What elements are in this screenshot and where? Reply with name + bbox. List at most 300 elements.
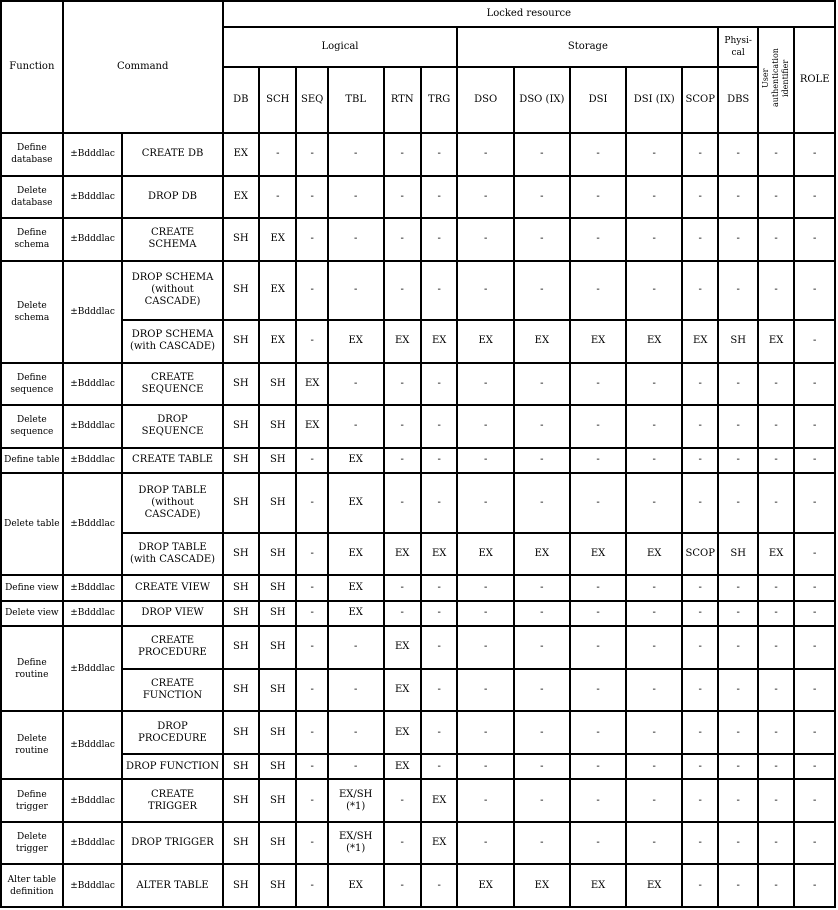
lock-cell: - [626, 754, 682, 780]
lock-cell: - [514, 405, 570, 448]
lock-cell: - [758, 176, 794, 219]
lock-cell: - [718, 133, 757, 176]
lock-cell: - [794, 363, 835, 406]
lock-cell: - [421, 473, 457, 533]
lock-cell: - [421, 133, 457, 176]
lock-cell: - [384, 822, 421, 865]
lock-cell: - [758, 363, 794, 406]
lock-cell: - [421, 601, 457, 627]
header-function: Function [1, 1, 63, 133]
lock-cell: - [794, 864, 835, 907]
function-cell: Delete database [1, 176, 63, 219]
lock-cell: - [457, 779, 514, 822]
lock-cell: - [421, 176, 457, 219]
lock-cell: - [758, 473, 794, 533]
header-resource: DSO [457, 67, 514, 133]
lock-cell: SH [223, 448, 259, 474]
lock-cell: - [794, 448, 835, 474]
lock-cell: - [384, 779, 421, 822]
lock-cell: EX [259, 218, 296, 261]
lock-cell: - [718, 448, 757, 474]
lock-cell: - [682, 176, 718, 219]
lock-cell: - [259, 176, 296, 219]
lock-cell: - [718, 575, 757, 601]
lock-cell: - [626, 261, 682, 321]
privilege-cell: ±Bdddlac [63, 473, 123, 575]
table-row [1, 405, 835, 448]
lock-cell: - [682, 405, 718, 448]
lock-cell: - [421, 575, 457, 601]
header-resource: SCOP [682, 67, 718, 133]
table-row [1, 779, 835, 822]
lock-cell: - [570, 779, 627, 822]
privilege-cell: ±Bdddlac [63, 176, 123, 219]
lock-cell: - [384, 864, 421, 907]
lock-cell: - [296, 669, 327, 712]
lock-cell: - [626, 779, 682, 822]
table-row [1, 601, 835, 627]
lock-cell: - [718, 601, 757, 627]
command-cell: CREATE DB [122, 133, 222, 176]
lock-cell: - [457, 176, 514, 219]
lock-cell: SH [259, 779, 296, 822]
lock-cell: - [794, 754, 835, 780]
function-cell: Define routine [1, 626, 63, 711]
lock-cell: - [570, 754, 627, 780]
lock-cell: - [421, 363, 457, 406]
header-user-auth [758, 27, 794, 133]
lock-cell: - [328, 133, 384, 176]
lock-cell: EX [626, 533, 682, 576]
lock-cell: - [794, 133, 835, 176]
lock-cell: - [794, 779, 835, 822]
lock-cell: - [682, 626, 718, 669]
lock-cell: - [384, 405, 421, 448]
lock-cell: EX [296, 405, 327, 448]
lock-cell: - [384, 575, 421, 601]
lock-cell: - [626, 448, 682, 474]
lock-cell: - [384, 261, 421, 321]
lock-cell: - [758, 754, 794, 780]
lock-cell: - [758, 448, 794, 474]
command-cell: ALTER TABLE [122, 864, 222, 907]
lock-cell: - [758, 133, 794, 176]
header-command: Command [63, 1, 223, 133]
lock-cell: SH [259, 448, 296, 474]
lock-cell: SH [223, 473, 259, 533]
privilege-cell: ±Bdddlac [63, 218, 123, 261]
lock-cell: - [682, 133, 718, 176]
lock-cell: EX [758, 533, 794, 576]
lock-cell: - [457, 711, 514, 754]
lock-cell: EX [328, 864, 384, 907]
header-user-auth-text: User authentication identifier [761, 48, 791, 108]
lock-cell: EX [328, 601, 384, 627]
lock-cell: SH [223, 405, 259, 448]
lock-cell: EX [384, 754, 421, 780]
table-row [1, 473, 835, 533]
lock-cell: - [758, 711, 794, 754]
lock-cell: SH [223, 218, 259, 261]
lock-cell: - [718, 822, 757, 865]
lock-cell: - [626, 218, 682, 261]
command-cell: DROP TABLE (with CASCADE) [122, 533, 222, 576]
lock-cell: - [794, 176, 835, 219]
header-resource: DSI [570, 67, 627, 133]
lock-cell: - [718, 864, 757, 907]
lock-cell: - [794, 626, 835, 669]
header-group-logical: Logical [223, 27, 458, 67]
privilege-cell: ±Bdddlac [63, 822, 123, 865]
lock-cell: - [514, 754, 570, 780]
lock-cell: - [794, 261, 835, 321]
lock-cell: EX [421, 779, 457, 822]
command-cell: CREATE VIEW [122, 575, 222, 601]
lock-cell: SH [259, 754, 296, 780]
header-group-storage: Storage [457, 27, 718, 67]
command-cell: DROP SCHEMA (without CASCADE) [122, 261, 222, 321]
lock-cell: - [682, 218, 718, 261]
lock-cell: - [626, 601, 682, 627]
lock-cell: - [457, 575, 514, 601]
lock-cell: EX [328, 575, 384, 601]
lock-cell: - [718, 473, 757, 533]
privilege-cell: ±Bdddlac [63, 864, 123, 907]
lock-cell: EX [570, 864, 627, 907]
privilege-cell: ±Bdddlac [63, 626, 123, 711]
lock-cell: SH [259, 669, 296, 712]
lock-cell: - [626, 669, 682, 712]
lock-cell: - [328, 754, 384, 780]
lock-cell: SH [718, 320, 757, 363]
lock-cell: - [296, 218, 327, 261]
function-cell: Delete schema [1, 261, 63, 363]
lock-cell: SH [718, 533, 757, 576]
lock-cell: SH [223, 669, 259, 712]
lock-cell: SH [223, 754, 259, 780]
header-resource: DSI (IX) [626, 67, 682, 133]
function-cell: Delete view [1, 601, 63, 627]
lock-cell: - [421, 626, 457, 669]
lock-cell: - [682, 754, 718, 780]
lock-cell: - [718, 218, 757, 261]
command-cell: DROP SCHEMA (with CASCADE) [122, 320, 222, 363]
lock-cell: - [626, 133, 682, 176]
header-locked-resource: Locked resource [223, 1, 835, 27]
lock-cell: - [682, 711, 718, 754]
header-resource: DBS [718, 67, 757, 133]
lock-cell: EX [421, 320, 457, 363]
lock-cell: - [421, 754, 457, 780]
lock-cell: EX [223, 176, 259, 219]
privilege-cell: ±Bdddlac [63, 711, 123, 779]
command-cell: DROP TRIGGER [122, 822, 222, 865]
lock-cell: - [296, 473, 327, 533]
table-row [1, 261, 835, 321]
lock-cell: - [570, 405, 627, 448]
function-cell: Delete table [1, 473, 63, 575]
function-cell: Delete routine [1, 711, 63, 779]
lock-cell: EX [384, 626, 421, 669]
lock-cell: EX [626, 320, 682, 363]
lock-cell: SH [259, 711, 296, 754]
lock-cell: - [457, 363, 514, 406]
lock-cell: - [328, 405, 384, 448]
lock-cell: - [421, 448, 457, 474]
lock-cell: - [296, 575, 327, 601]
lock-cell: SH [259, 601, 296, 627]
lock-cell: - [514, 575, 570, 601]
lock-cell: SH [223, 261, 259, 321]
command-cell: DROP VIEW [122, 601, 222, 627]
lock-cell: - [626, 363, 682, 406]
lock-cell: - [570, 176, 627, 219]
function-cell: Delete sequence [1, 405, 63, 448]
lock-cell: - [718, 669, 757, 712]
lock-cell: - [421, 405, 457, 448]
lock-cell: - [570, 711, 627, 754]
lock-cell: - [421, 864, 457, 907]
lock-cell: - [794, 533, 835, 576]
privilege-cell: ±Bdddlac [63, 575, 123, 601]
lock-cell: EX [296, 363, 327, 406]
lock-cell: - [570, 601, 627, 627]
lock-cell: - [296, 626, 327, 669]
lock-cell: - [570, 669, 627, 712]
lock-cell: - [384, 363, 421, 406]
lock-cell: - [514, 133, 570, 176]
lock-cell: - [626, 473, 682, 533]
function-cell: Delete trigger [1, 822, 63, 865]
function-cell: Define schema [1, 218, 63, 261]
lock-cell: - [384, 218, 421, 261]
table-row [1, 363, 835, 406]
lock-cell: - [328, 626, 384, 669]
lock-cell: - [296, 754, 327, 780]
lock-cell: SH [259, 405, 296, 448]
lock-cell: EX [259, 320, 296, 363]
lock-cell: - [457, 261, 514, 321]
lock-cell: - [794, 218, 835, 261]
lock-cell: EX [384, 320, 421, 363]
lock-cell: - [457, 405, 514, 448]
header-resource: SEQ [296, 67, 327, 133]
lock-cell: - [328, 669, 384, 712]
lock-cell: EX [259, 261, 296, 321]
lock-cell: - [758, 864, 794, 907]
lock-cell: - [296, 261, 327, 321]
lock-cell: EX [457, 320, 514, 363]
lock-cell: - [570, 261, 627, 321]
command-cell: CREATE FUNCTION [122, 669, 222, 712]
command-cell: DROP FUNCTION [122, 754, 222, 780]
lock-cell: - [296, 711, 327, 754]
table-row [1, 575, 835, 601]
lock-cell: SH [223, 864, 259, 907]
lock-cell: - [296, 320, 327, 363]
function-cell: Define view [1, 575, 63, 601]
lock-cell: EX [328, 320, 384, 363]
table-row [1, 864, 835, 907]
lock-cell: SH [259, 533, 296, 576]
lock-cell: - [626, 405, 682, 448]
table-row [1, 448, 835, 474]
command-cell: DROP SEQUENCE [122, 405, 222, 448]
lock-cell: EX [514, 864, 570, 907]
lock-cell: - [758, 822, 794, 865]
header-resource: DB [223, 67, 259, 133]
lock-cell: - [457, 218, 514, 261]
lock-cell: - [682, 822, 718, 865]
lock-cell: EX [514, 533, 570, 576]
lock-cell: - [384, 133, 421, 176]
lock-cell: SH [223, 711, 259, 754]
lock-cell: - [794, 473, 835, 533]
table-row [1, 133, 835, 176]
lock-cell: SH [223, 320, 259, 363]
lock-cell: - [296, 822, 327, 865]
header-resource: SCH [259, 67, 296, 133]
function-cell: Define trigger [1, 779, 63, 822]
lock-cell: - [682, 864, 718, 907]
lock-cell: EX [384, 533, 421, 576]
lock-cell: - [514, 601, 570, 627]
lock-cell: EX [223, 133, 259, 176]
lock-cell: - [626, 822, 682, 865]
lock-cell: - [296, 133, 327, 176]
lock-cell: - [718, 176, 757, 219]
command-cell: DROP TABLE (without CASCADE) [122, 473, 222, 533]
lock-cell: - [794, 575, 835, 601]
lock-cell: - [794, 711, 835, 754]
lock-cell: EX/SH (*1) [328, 822, 384, 865]
header-role: ROLE [794, 27, 835, 133]
lock-cell: SH [223, 822, 259, 865]
lock-cell: SCOP [682, 533, 718, 576]
lock-cell: - [718, 711, 757, 754]
lock-cell: - [758, 601, 794, 627]
lock-cell: - [570, 448, 627, 474]
lock-cell: - [718, 754, 757, 780]
lock-cell: - [384, 601, 421, 627]
lock-cell: - [758, 626, 794, 669]
lock-cell: - [758, 405, 794, 448]
header-group-physical: Physi-cal [718, 27, 757, 67]
privilege-cell: ±Bdddlac [63, 405, 123, 448]
lock-cell: EX [514, 320, 570, 363]
lock-cell: - [682, 261, 718, 321]
command-cell: CREATE PROCEDURE [122, 626, 222, 669]
lock-cell: EX [570, 320, 627, 363]
lock-cell: - [296, 864, 327, 907]
function-cell: Define database [1, 133, 63, 176]
lock-cell: - [421, 669, 457, 712]
lock-cell: - [718, 779, 757, 822]
lock-cell: - [457, 473, 514, 533]
lock-cell: SH [259, 575, 296, 601]
command-cell: CREATE TABLE [122, 448, 222, 474]
privilege-cell: ±Bdddlac [63, 448, 123, 474]
lock-cell: - [718, 363, 757, 406]
lock-cell: - [718, 626, 757, 669]
lock-cell: SH [223, 626, 259, 669]
lock-cell: EX [421, 533, 457, 576]
lock-cell: - [421, 261, 457, 321]
lock-cell: EX [758, 320, 794, 363]
table-row [1, 626, 835, 669]
lock-cell: EX [626, 864, 682, 907]
lock-cell: - [328, 261, 384, 321]
table-row [1, 822, 835, 865]
command-cell: CREATE TRIGGER [122, 779, 222, 822]
lock-cell: - [794, 601, 835, 627]
table-row [1, 711, 835, 754]
privilege-cell: ±Bdddlac [63, 133, 123, 176]
lock-cell: - [758, 669, 794, 712]
lock-cell: - [514, 669, 570, 712]
lock-cell: - [570, 133, 627, 176]
lock-cell: SH [223, 575, 259, 601]
table-row [1, 176, 835, 219]
lock-cell: EX [328, 448, 384, 474]
lock-cell: - [794, 669, 835, 712]
header-resource: TBL [328, 67, 384, 133]
lock-cell: EX [682, 320, 718, 363]
lock-cell: - [626, 176, 682, 219]
lock-cell: SH [223, 779, 259, 822]
lock-cell: - [457, 133, 514, 176]
privilege-cell: ±Bdddlac [63, 779, 123, 822]
lock-cell: - [570, 575, 627, 601]
lock-cell: - [626, 711, 682, 754]
lock-cell: - [718, 261, 757, 321]
privilege-cell: ±Bdddlac [63, 601, 123, 627]
lock-cell: EX [457, 533, 514, 576]
function-cell: Define table [1, 448, 63, 474]
lock-cell: - [758, 575, 794, 601]
lock-cell: EX [570, 533, 627, 576]
lock-cell: - [457, 669, 514, 712]
lock-cell: EX [384, 669, 421, 712]
lock-cell: - [514, 822, 570, 865]
lock-cell: - [682, 601, 718, 627]
lock-cell: - [457, 448, 514, 474]
lock-cell: SH [259, 473, 296, 533]
lock-cell: - [328, 363, 384, 406]
lock-cell: - [328, 711, 384, 754]
lock-cell: EX [421, 822, 457, 865]
lock-cell: SH [259, 363, 296, 406]
command-cell: CREATE SCHEMA [122, 218, 222, 261]
lock-cell: - [457, 601, 514, 627]
lock-cell: - [296, 176, 327, 219]
lock-cell: EX [328, 533, 384, 576]
lock-cell: - [514, 363, 570, 406]
lock-cell: EX/SH (*1) [328, 779, 384, 822]
table-row [1, 754, 835, 780]
lock-cell: - [514, 261, 570, 321]
function-cell: Define sequence [1, 363, 63, 406]
header-resource: TRG [421, 67, 457, 133]
table-row [1, 218, 835, 261]
lock-cell: - [514, 218, 570, 261]
lock-cell: - [570, 626, 627, 669]
lock-cell: - [682, 669, 718, 712]
privilege-cell: ±Bdddlac [63, 261, 123, 363]
lock-cell: - [570, 363, 627, 406]
lock-cell: - [421, 711, 457, 754]
lock-cell: - [457, 754, 514, 780]
